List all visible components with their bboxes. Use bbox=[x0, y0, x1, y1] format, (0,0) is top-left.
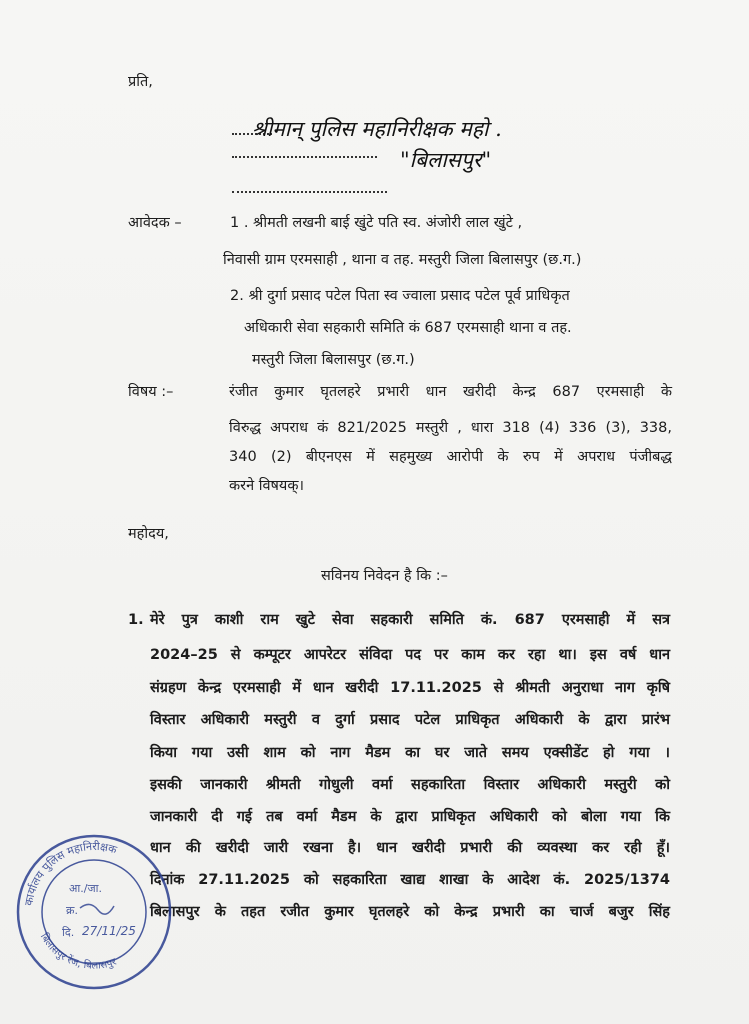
body-line: 2024–25 से कम्पूटर आपरेटर संविदा पद पर काम कर रहा था। इस वर्ष धान bbox=[150, 647, 670, 663]
handwritten-addressee: श्रीमान् पुलिस महानिरीक्षक महो . bbox=[252, 117, 502, 141]
seal-outer-text: कार्यालय पुलिस महानिरीक्षक bbox=[22, 839, 119, 907]
body-line: किया गया उसी शाम को नाग मैडम का घर जाते समय एक्सीडेंट हो गया । bbox=[150, 745, 670, 761]
subject-line-2: विरुद्ध अपराध कं 821/2025 मस्तुरी , धारा 318 (4) 336 (3), 338, bbox=[229, 420, 672, 436]
seal-line-b: क्र. bbox=[66, 904, 78, 917]
seal-line-a: आ./जा. bbox=[69, 882, 102, 895]
paragraph-number: 1. bbox=[128, 612, 144, 628]
dotted-line bbox=[232, 191, 387, 193]
body-line: धान की खरीदी जारी रखना है। धान खरीदी प्रभारी की व्यवस्था कर रही हूँ। bbox=[150, 840, 670, 856]
applicant-line-1: 1 . श्रीमती लखनी बाई खुंटे पति स्व. अंजोरी लाल खुंटे , bbox=[230, 215, 523, 231]
salutation: महोदय, bbox=[128, 526, 169, 542]
body-line: इसकी जानकारी श्रीमती गोधुली वर्मा सहकारिता विस्तार अधिकारी मस्तुरी को bbox=[150, 777, 670, 793]
subject-label: विषय :– bbox=[128, 384, 174, 400]
dotted-line bbox=[232, 156, 377, 158]
handwritten-city: "बिलासपुर" bbox=[400, 148, 492, 172]
request-heading: सविनय निवेदन है कि :– bbox=[321, 568, 448, 584]
applicant-line-3: 2. श्री दुर्गा प्रसाद पटेल पिता स्व ज्वाला प्रसाद पटेल पूर्व प्राधिकृत bbox=[230, 288, 570, 304]
body-line: जानकारी दी गई तब वर्मा मैडम के द्वारा प्राधिकृत अधिकारी को बोला गया कि bbox=[150, 809, 670, 825]
applicant-line-2: निवासी ग्राम एरमसाही , थाना व तह. मस्तुरी जिला बिलासपुर (छ.ग.) bbox=[223, 252, 582, 268]
subject-line-1: रंजीत कुमार घृतलहरे प्रभारी धान खरीदी केन्द्र 687 एरमसाही के bbox=[229, 384, 672, 400]
office-seal-stamp bbox=[14, 832, 174, 992]
body-line: दिनांक 27.11.2025 को सहकारिता खाद्य शाखा के आदेश कं. 2025/1374 bbox=[150, 872, 670, 888]
subject-line-3: 340 (2) बीएनएस में सहमुख्य आरोपी के रुप में अपराध पंजीबद्ध bbox=[229, 449, 672, 465]
seal-signature: 27/11/25 bbox=[82, 924, 136, 938]
subject-line-4: करने विषयक्। bbox=[229, 478, 304, 494]
applicant-line-5: मस्तुरी जिला बिलासपुर (छ.ग.) bbox=[252, 352, 415, 368]
body-line: संग्रहण केन्द्र एरमसाही में धान खरीदी 17.11.2025 से श्रीमती अनुराधा नाग कृषि bbox=[150, 680, 670, 696]
body-line: मेरे पुत्र काशी राम खुटे सेवा सहकारी समिति कं. 687 एरमसाही में सत्र bbox=[150, 612, 670, 628]
applicant-line-4: अधिकारी सेवा सहकारी समिति कं 687 एरमसाही थाना व तह. bbox=[244, 320, 572, 336]
applicant-label: आवेदक – bbox=[128, 215, 182, 231]
body-line: विस्तार अधिकारी मस्तुरी व दुर्गा प्रसाद पटेल प्राधिकृत अधिकारी के द्वारा प्रारंभ bbox=[150, 712, 670, 728]
seal-bottom-text: बिलासपुर रेंज, बिलासपुर bbox=[37, 931, 118, 972]
addressee-prefix: प्रति, bbox=[128, 74, 153, 90]
seal-line-c: दि. bbox=[62, 926, 75, 939]
body-line: बिलासपुर के तहत रजीत कुमार घृतलहरे को केन्द्र प्रभारी का चार्ज बजुर सिंह bbox=[150, 904, 670, 920]
